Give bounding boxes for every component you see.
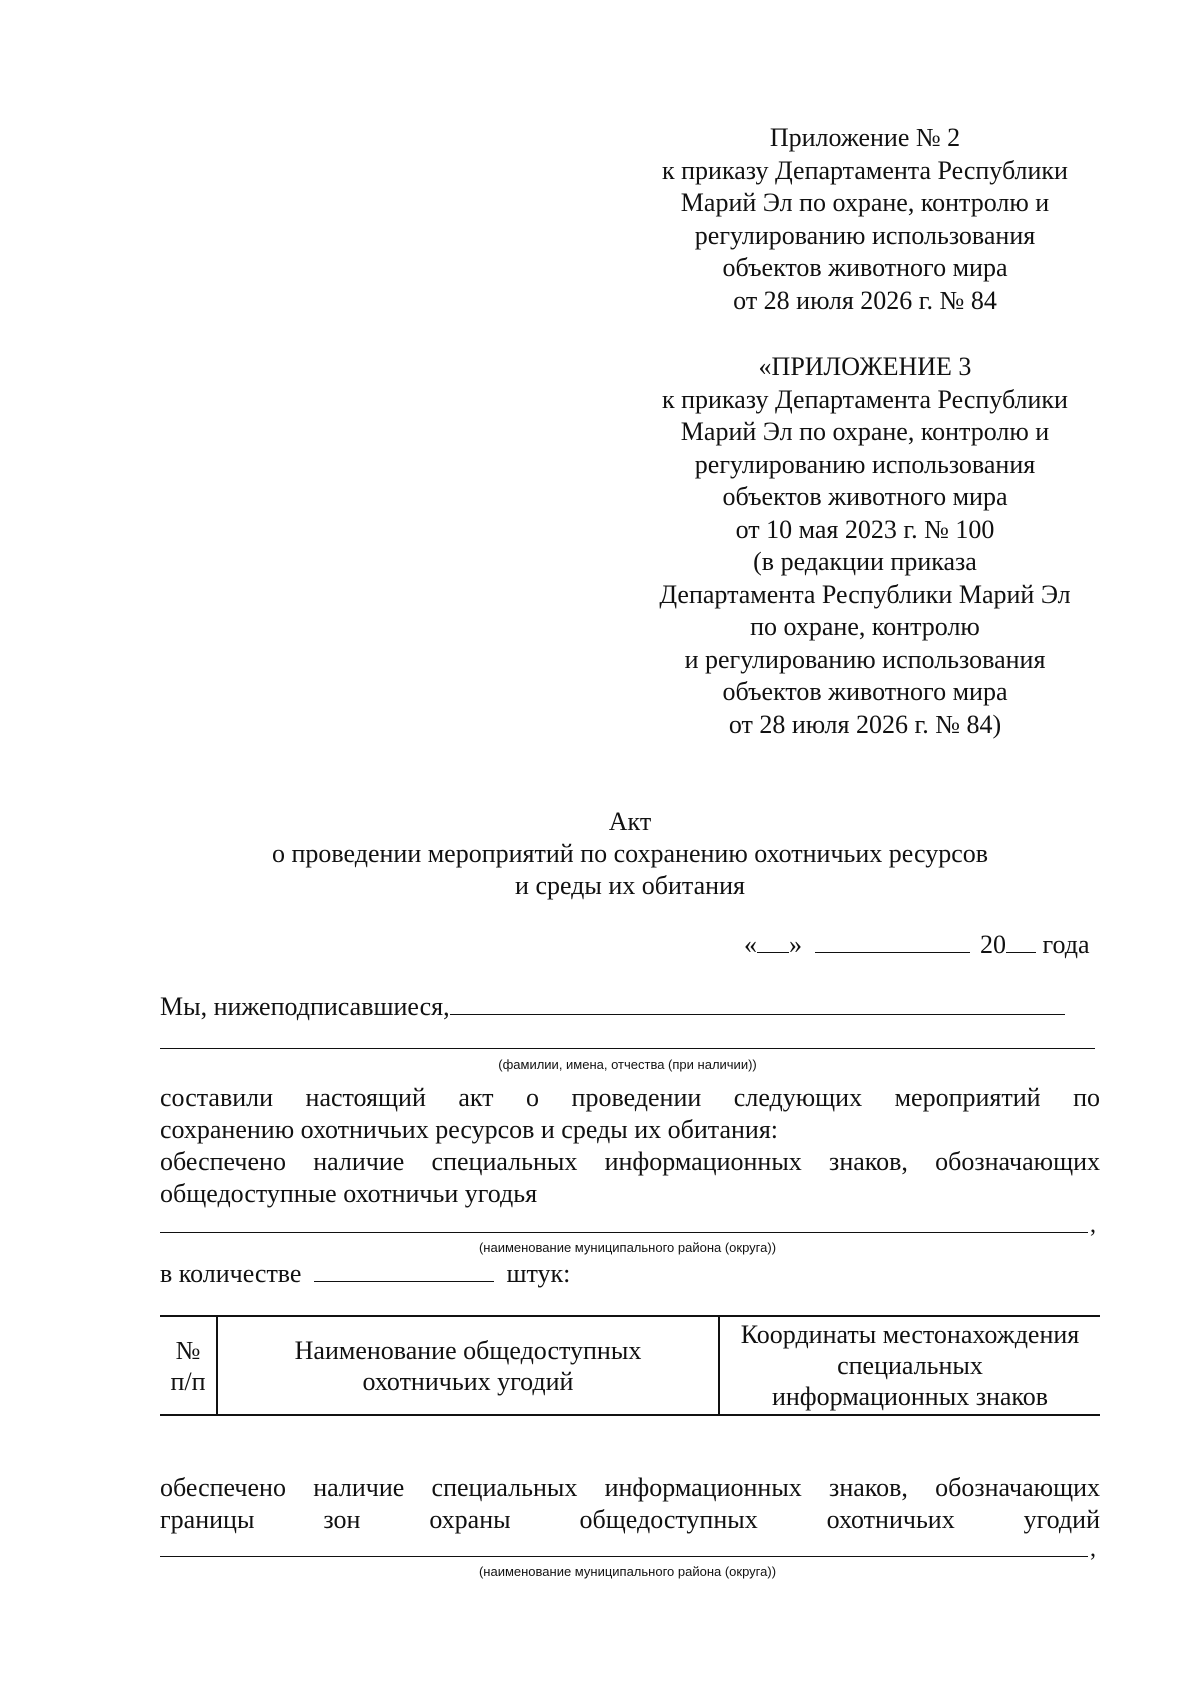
district-comma-2: ,: [1090, 1536, 1096, 1562]
table-header-name: Наименование общедоступных охотничьих угодий: [217, 1316, 719, 1415]
paragraph-composed: [160, 1082, 1100, 1146]
quantity-line: [160, 1259, 570, 1289]
district-rule: [160, 1232, 1088, 1233]
appendix-3-line: регулированию использования: [694, 449, 1036, 479]
paragraph-line: составили настоящий акт о проведении следующих мероприятий по: [160, 1083, 1100, 1112]
district-caption: (наименование муниципального района (округа)): [478, 1240, 777, 1255]
paragraph-line: обеспечено наличие специальных информационных знаков, обозначающих: [160, 1147, 1100, 1176]
quantity-prefix: в количестве: [160, 1259, 302, 1288]
paragraph-line: обеспечено наличие специальных информационных знаков, обозначающих: [160, 1473, 1100, 1502]
appendix-2-line: регулированию использования: [694, 220, 1036, 250]
document-title: [160, 806, 1100, 902]
month-blank: [815, 930, 970, 953]
district-caption-2: (наименование муниципального района (округа)): [478, 1564, 777, 1579]
appendix-3-line: (в редакции приказа: [753, 547, 977, 576]
appendix-3-line: к приказу Департамента Республики: [662, 384, 1068, 414]
signs-table: [160, 1315, 1100, 1416]
appendix-3-line: «ПРИЛОЖЕНИЕ 3: [758, 352, 972, 381]
appendix-3-line: от 28 июля 2026 г. № 84): [728, 709, 1002, 739]
appendix-2-line: Марий Эл по охране, контролю и: [680, 188, 1050, 217]
table-header-coordinates: Координаты местонахождения специальных информационных знаков: [719, 1316, 1100, 1415]
signers-label: Мы, нижеподписавшиеся,: [160, 992, 450, 1021]
appendix-2-line: Приложение № 2: [769, 123, 961, 152]
date-open-quote: «: [744, 930, 757, 959]
appendix-3-line: Департамента Республики Марий Эл: [659, 579, 1071, 609]
table-header-number-line: №: [175, 1335, 201, 1365]
paragraph-line: сохранению охотничьих ресурсов и среды их обитания:: [160, 1115, 779, 1144]
day-blank: [757, 930, 789, 953]
district-comma: ,: [1090, 1212, 1096, 1238]
title-line-3: и среды их обитания: [515, 871, 745, 900]
title-line-2: о проведении мероприятий по сохранению охотничьих ресурсов: [271, 839, 989, 868]
title-line-1: Акт: [608, 807, 652, 836]
paragraph-public-hunting-signs: [160, 1146, 1100, 1210]
date-close-quote: »: [789, 930, 802, 959]
year-blank: [1006, 930, 1036, 953]
appendix-2-line: к приказу Департамента Республики: [662, 155, 1068, 185]
appendix-3-line: объектов животного мира: [722, 677, 1008, 706]
appendix-2-header: [635, 122, 1095, 741]
date-year-word: года: [1042, 930, 1090, 959]
table-header-row: [160, 1316, 1100, 1415]
table-header-number-line: п/п: [170, 1366, 206, 1396]
signers-rule: [160, 1048, 1095, 1049]
appendix-3-line: по охране, контролю: [750, 612, 980, 641]
signers-blank: [450, 990, 1065, 1015]
appendix-2-line: объектов животного мира: [722, 253, 1008, 282]
signers-line: [160, 990, 1100, 1022]
paragraph-line: границы зон охраны общедоступных охотничьих угодий: [160, 1505, 1100, 1534]
appendix-3-line: и регулированию использования: [684, 644, 1046, 674]
paragraph-zone-borders: [160, 1472, 1100, 1536]
date-century: 20: [980, 930, 1006, 959]
paragraph-line: общедоступные охотничьи угодья: [160, 1179, 538, 1208]
appendix-3-line: от 10 мая 2023 г. № 100: [735, 514, 995, 544]
appendix-3-line: объектов животного мира: [722, 482, 1008, 511]
quantity-suffix: штук:: [506, 1259, 571, 1288]
appendix-2-line: от 28 июля 2026 г. № 84: [733, 285, 997, 315]
table-header-number: [160, 1316, 217, 1415]
quantity-blank: [314, 1259, 494, 1282]
district-rule-2: [160, 1556, 1088, 1557]
spacer: [635, 317, 1095, 351]
date-line: [744, 930, 1090, 960]
signers-caption: (фамилии, имена, отчества (при наличии)): [498, 1057, 757, 1072]
appendix-3-line: Марий Эл по охране, контролю и: [680, 417, 1050, 446]
